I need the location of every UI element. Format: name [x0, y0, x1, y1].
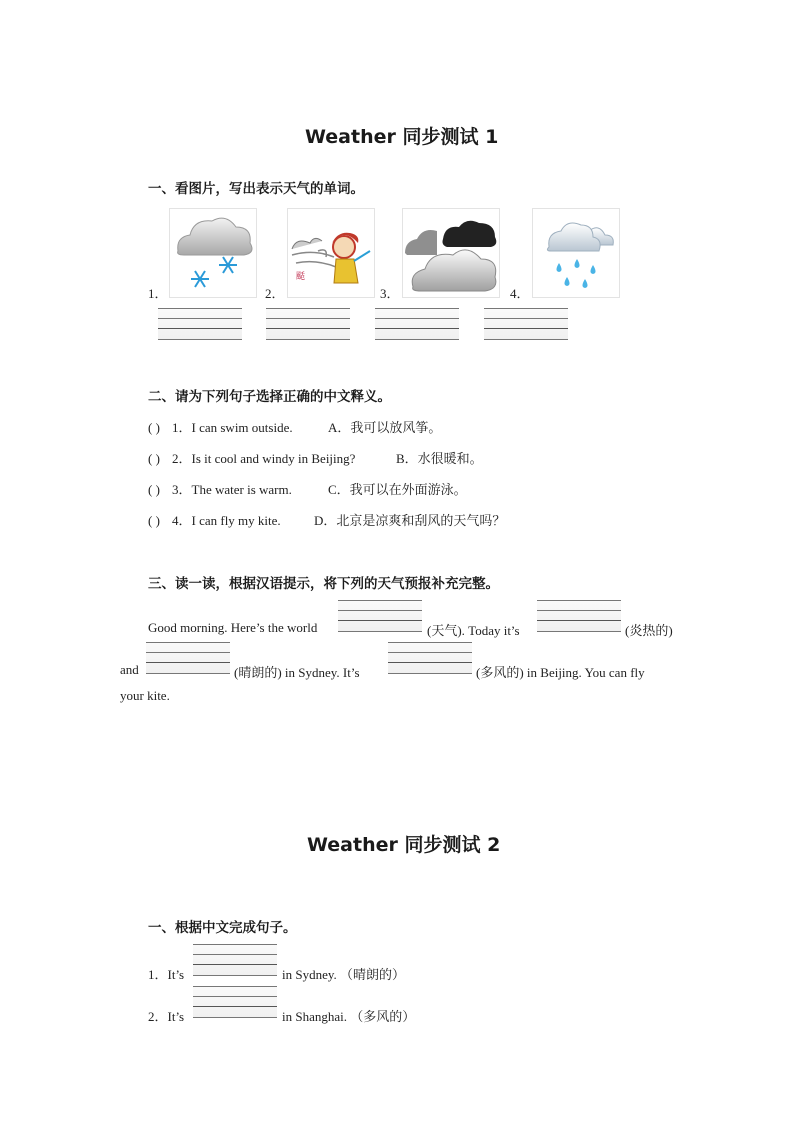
section-heading-2-1: 一、根据中文完成句子。: [148, 920, 297, 936]
item-number-3: 3．: [380, 286, 400, 301]
sentence-1-prefix: 1．It’s: [148, 967, 185, 982]
answer-lines-2[interactable]: [266, 308, 350, 340]
blank-windy[interactable]: [388, 642, 472, 674]
dark-clouds-icon: [402, 208, 500, 298]
section-heading-1-2: 二、请为下列句子选择正确的中文释义。: [148, 389, 391, 405]
snowy-cloud-icon: [169, 208, 257, 298]
option-c: C．我可以在外面游泳。: [328, 482, 467, 497]
forecast-text-1: Good morning. Here’s the world: [148, 620, 318, 635]
item-number-2: 2．: [265, 286, 285, 301]
blank-sunny[interactable]: [146, 642, 230, 674]
page-title-1: Weather 同步测试 1: [305, 126, 499, 148]
sentence-2-prefix: 2．It’s: [148, 1009, 185, 1024]
question-text: 3．The water is warm.: [172, 482, 292, 497]
blank-sentence-2[interactable]: [193, 986, 277, 1018]
answer-lines-4[interactable]: [484, 308, 568, 340]
forecast-text-2: and: [120, 662, 139, 677]
option-b: B．水很暖和。: [396, 451, 483, 466]
match-row-2: [148, 448, 355, 467]
item-number-4: 4．: [510, 286, 530, 301]
hint-sunny: (晴朗的) in Sydney. It’s: [234, 665, 360, 680]
sentence-2-suffix: in Shanghai. （多风的）: [282, 1009, 416, 1024]
match-row-3: [148, 479, 292, 498]
option-a: A．我可以放风筝。: [328, 420, 442, 435]
match-row-1: [148, 417, 293, 436]
hint-windy: (多风的) in Beijing. You can fly: [476, 665, 645, 680]
sentence-1-suffix: in Sydney. （晴朗的）: [282, 967, 406, 982]
answer-paren[interactable]: ( ): [148, 482, 160, 497]
blank-sentence-1[interactable]: [193, 944, 277, 976]
hint-hot: (炎热的): [625, 623, 673, 638]
section-heading-1-1: 一、看图片，写出表示天气的单词。: [148, 181, 364, 197]
page-title-2: Weather 同步测试 2: [307, 834, 501, 856]
rain-cloud-icon: [532, 208, 620, 298]
answer-lines-3[interactable]: [375, 308, 459, 340]
answer-paren[interactable]: ( ): [148, 451, 160, 466]
question-text: 1．I can swim outside.: [172, 420, 293, 435]
match-row-4: [148, 510, 281, 529]
item-number-1: 1．: [148, 286, 168, 301]
forecast-text-3: your kite.: [120, 688, 170, 703]
section-heading-1-3: 三、读一读，根据汉语提示，将下列的天气预报补充完整。: [148, 576, 499, 592]
hint-weather: (天气). Today it’s: [427, 623, 520, 638]
option-d: D．北京是凉爽和刮风的天气吗？: [314, 513, 506, 528]
answer-lines-1[interactable]: [158, 308, 242, 340]
answer-paren[interactable]: ( ): [148, 513, 160, 528]
question-text: 4．I can fly my kite.: [172, 513, 281, 528]
question-text: 2．Is it cool and windy in Beijing?: [172, 451, 356, 466]
windy-girl-icon: [287, 208, 375, 298]
svg-text:颳: 颳: [296, 272, 306, 282]
blank-weather[interactable]: [338, 600, 422, 632]
blank-hot[interactable]: [537, 600, 621, 632]
answer-paren[interactable]: ( ): [148, 420, 160, 435]
